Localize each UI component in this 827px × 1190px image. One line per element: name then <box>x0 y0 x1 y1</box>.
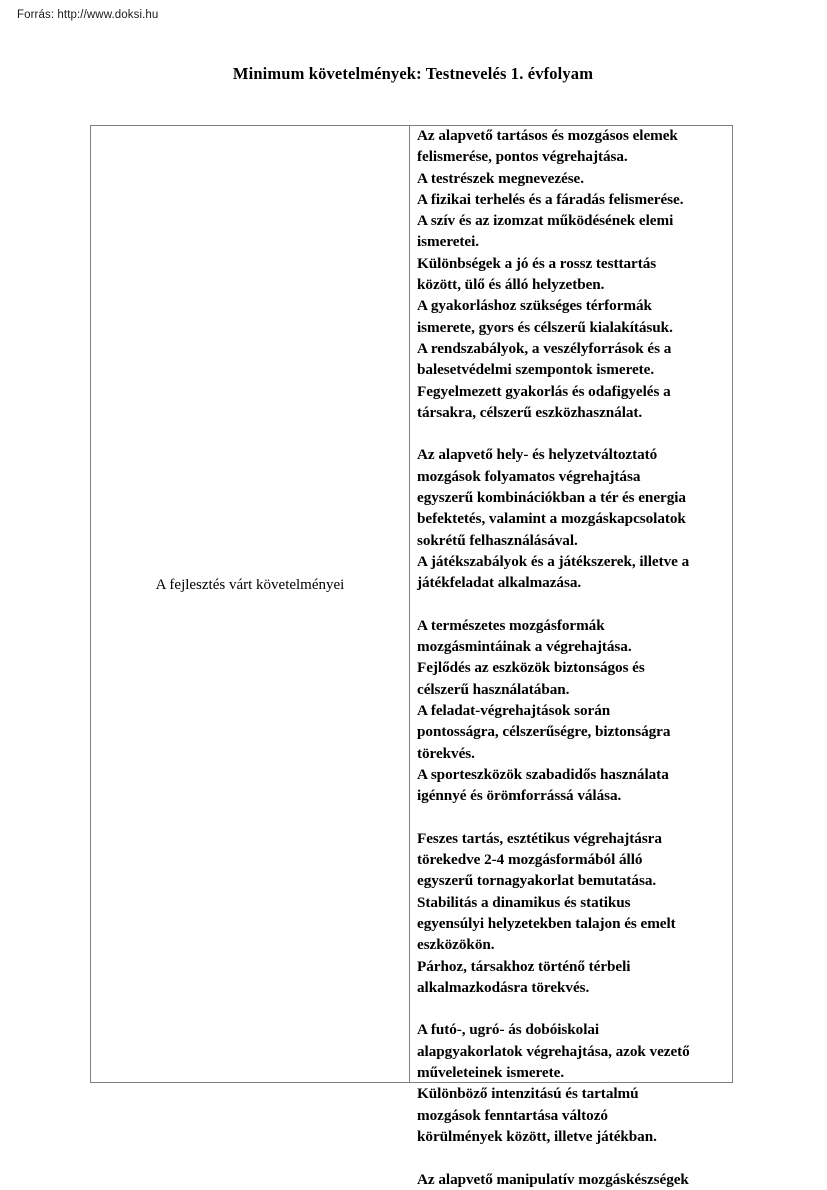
table-cell-requirements <box>410 126 732 1188</box>
requirement-line: mozgásmintáinak a végrehajtása. <box>417 638 632 656</box>
requirement-line: egyensúlyi helyzetekben talajon és emelt <box>417 914 676 932</box>
requirement-line: A feladat-végrehajtások során <box>417 702 611 720</box>
requirement-line: ismeretei. <box>417 233 480 251</box>
requirement-line: Stabilitás a dinamikus és statikus <box>417 893 631 911</box>
requirement-line: mozgások fenntartása változó <box>417 1106 608 1124</box>
requirement-block <box>417 125 733 423</box>
table-cell-row-label <box>91 126 410 1082</box>
source-watermark: Forrás: http://www.doksi.hu <box>17 9 159 21</box>
requirements-table-border <box>90 125 733 1188</box>
requirement-line: sokrétű felhasználásával. <box>417 531 578 549</box>
requirement-line: A testrészek megnevezése. <box>417 169 584 187</box>
requirement-line: körülmények között, illetve játékban. <box>417 1127 657 1145</box>
requirement-line: befektetés, valamint a mozgáskapcsolatok <box>417 510 686 528</box>
row-label-text: A fejlesztés várt követelményei <box>155 577 345 593</box>
requirement-line: A sporteszközök szabadidős használata <box>417 765 669 783</box>
requirement-line: A játékszabályok és a játékszerek, illetve a <box>417 552 690 570</box>
requirement-line: A futó-, ugró- ás dobóiskolai <box>417 1021 600 1039</box>
requirement-line: célszerű használatában. <box>417 680 570 698</box>
requirement-line: pontosságra, célszerűségre, biztonságra <box>417 723 671 741</box>
requirement-line: Párhoz, társakhoz történő térbeli <box>417 957 631 975</box>
requirement-line: társakra, célszerű eszközhasználat. <box>417 403 643 421</box>
requirement-line: műveleteinek ismerete. <box>417 1064 565 1082</box>
requirement-line: Különböző intenzitású és tartalmú <box>417 1085 639 1103</box>
requirement-line: ismerete, gyors és célszerű kialakításuk. <box>417 318 673 336</box>
requirement-line: Fegyelmezett gyakorlás és odafigyelés a <box>417 382 671 400</box>
requirement-line: A természetes mozgásformák <box>417 616 605 634</box>
requirement-line: törekedve 2-4 mozgásformából álló <box>417 851 643 869</box>
requirement-line: alapgyakorlatok végrehajtása, azok vezető <box>417 1042 690 1060</box>
requirement-line: Feszes tartás, esztétikus végrehajtásra <box>417 829 662 847</box>
requirement-line: A szív és az izomzat működésének elemi <box>417 212 674 230</box>
requirement-line: felismerése, pontos végrehajtása. <box>417 148 628 166</box>
page-title: Minimum követelmények: Testnevelés 1. évfolyam <box>232 64 594 83</box>
requirement-line: Fejlődés az eszközök biztonságos és <box>417 659 645 677</box>
requirement-line: eszközökön. <box>417 936 495 954</box>
requirement-line: balesetvédelmi szempontok ismerete. <box>417 361 655 379</box>
requirement-line: Az alapvető hely- és helyzetváltoztató <box>417 446 658 464</box>
requirement-line: egyszerű tornagyakorlat bemutatása. <box>417 872 657 890</box>
requirement-line: egyszerű kombinációkban a tér és energia <box>417 489 686 507</box>
requirement-block <box>417 1169 733 1190</box>
requirement-line: Az alapvető tartásos és mozgásos elemek <box>417 127 678 144</box>
requirement-line: alkalmazkodásra törekvés. <box>417 978 590 996</box>
requirement-block <box>417 444 733 593</box>
requirement-line: mozgások folyamatos végrehajtása <box>417 467 641 485</box>
requirement-line: igénnyé és örömforrássá válása. <box>417 787 622 805</box>
requirement-block <box>417 615 733 807</box>
requirement-line: törekvés. <box>417 744 475 762</box>
requirement-line: A fizikai terhelés és a fáradás felismerése. <box>417 190 684 208</box>
requirements-table <box>90 125 733 1188</box>
requirements-content <box>417 125 733 1190</box>
requirement-line: A gyakorláshoz szükséges térformák <box>417 297 652 315</box>
requirement-block <box>417 828 733 998</box>
requirement-line: A rendszabályok, a veszélyforrások és a <box>417 339 672 357</box>
requirement-line: Az alapvető manipulatív mozgáskészségek <box>417 1170 689 1188</box>
requirement-line: között, ülő és álló helyzetben. <box>417 276 605 294</box>
requirement-line: Különbségek a jó és a rossz testtartás <box>417 254 657 272</box>
requirement-block <box>417 1019 733 1147</box>
requirement-line: játékfeladat alkalmazása. <box>417 574 582 592</box>
